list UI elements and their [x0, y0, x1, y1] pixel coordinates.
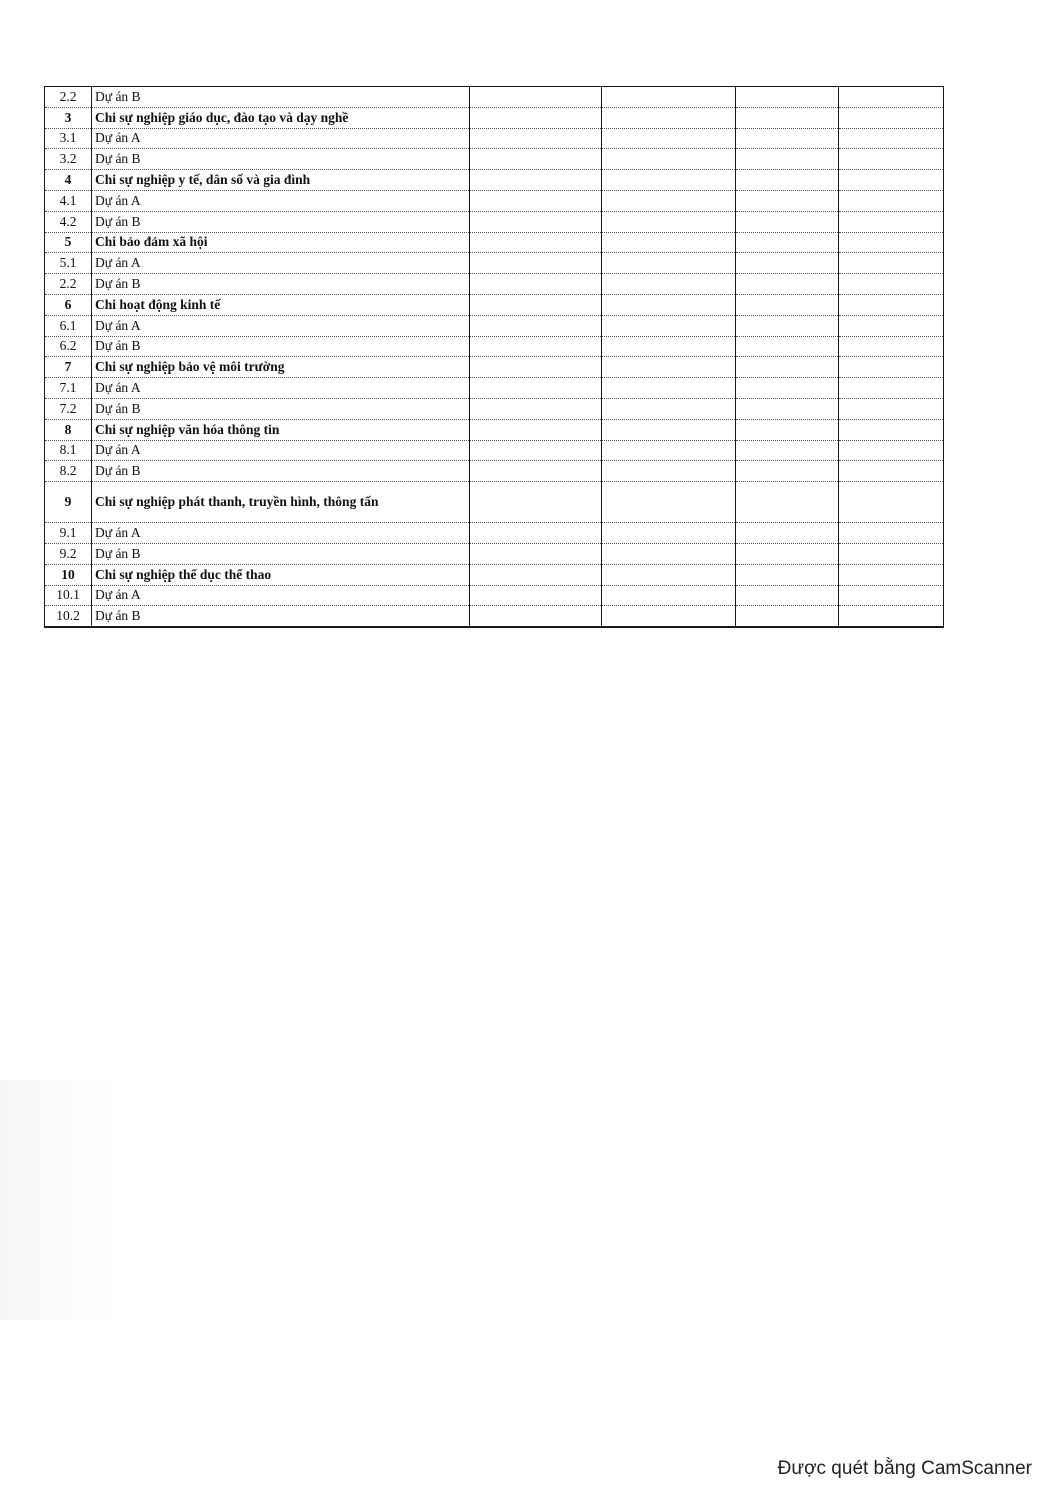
budget-table [44, 86, 944, 628]
row-number: 7.1 [45, 378, 92, 399]
row-name: Dự án A [92, 315, 470, 336]
empty-cell [470, 87, 602, 108]
empty-cell [470, 274, 602, 295]
row-number: 6.1 [45, 315, 92, 336]
row-number: 10 [45, 564, 92, 585]
row-name: Chi sự nghiệp phát thanh, truyền hình, thông tấn [92, 482, 470, 523]
empty-cell [839, 211, 944, 232]
empty-cell [470, 170, 602, 191]
empty-cell [602, 419, 736, 440]
empty-cell [839, 294, 944, 315]
row-number: 8.1 [45, 440, 92, 461]
empty-cell [470, 232, 602, 253]
row-number: 6 [45, 294, 92, 315]
empty-cell [736, 523, 839, 544]
empty-cell [470, 211, 602, 232]
row-number: 3.2 [45, 149, 92, 170]
empty-cell [736, 149, 839, 170]
row-name: Chi sự nghiệp y tế, dân số và gia đình [92, 170, 470, 191]
empty-cell [602, 606, 736, 627]
table-row [45, 253, 944, 274]
row-number: 5 [45, 232, 92, 253]
table-row [45, 336, 944, 357]
empty-cell [839, 606, 944, 627]
empty-cell [602, 336, 736, 357]
empty-cell [602, 357, 736, 378]
table-row [45, 315, 944, 336]
empty-cell [736, 190, 839, 211]
empty-cell [736, 253, 839, 274]
row-number: 9 [45, 482, 92, 523]
empty-cell [736, 543, 839, 564]
table-row [45, 128, 944, 149]
table-group-row [45, 107, 944, 128]
table-row [45, 87, 944, 108]
empty-cell [736, 87, 839, 108]
row-name: Dự án A [92, 378, 470, 399]
empty-cell [839, 149, 944, 170]
empty-cell [470, 398, 602, 419]
empty-cell [470, 461, 602, 482]
row-name: Dự án B [92, 336, 470, 357]
empty-cell [470, 315, 602, 336]
empty-cell [839, 398, 944, 419]
scan-shadow [0, 1080, 120, 1320]
empty-cell [736, 211, 839, 232]
table-row [45, 398, 944, 419]
empty-cell [839, 87, 944, 108]
empty-cell [736, 128, 839, 149]
empty-cell [470, 523, 602, 544]
empty-cell [470, 107, 602, 128]
table-row [45, 606, 944, 627]
empty-cell [839, 523, 944, 544]
row-number: 4.1 [45, 190, 92, 211]
empty-cell [736, 336, 839, 357]
camscanner-watermark: Được quét bằng CamScanner [777, 1458, 1032, 1479]
empty-cell [470, 336, 602, 357]
empty-cell [470, 606, 602, 627]
empty-cell [839, 482, 944, 523]
row-name: Dự án B [92, 274, 470, 295]
row-name: Dự án A [92, 585, 470, 606]
empty-cell [736, 274, 839, 295]
empty-cell [839, 190, 944, 211]
row-name: Dự án A [92, 190, 470, 211]
empty-cell [839, 419, 944, 440]
table-row [45, 190, 944, 211]
empty-cell [602, 107, 736, 128]
empty-cell [736, 378, 839, 399]
empty-cell [839, 274, 944, 295]
row-number: 3.1 [45, 128, 92, 149]
empty-cell [470, 482, 602, 523]
empty-cell [736, 170, 839, 191]
empty-cell [602, 585, 736, 606]
table-group-row [45, 170, 944, 191]
empty-cell [839, 232, 944, 253]
empty-cell [839, 461, 944, 482]
row-number: 8 [45, 419, 92, 440]
empty-cell [736, 606, 839, 627]
row-name: Dự án B [92, 543, 470, 564]
row-number: 2.2 [45, 274, 92, 295]
table-group-row [45, 419, 944, 440]
empty-cell [839, 357, 944, 378]
empty-cell [602, 440, 736, 461]
row-name: Dự án A [92, 128, 470, 149]
row-number: 9.2 [45, 543, 92, 564]
row-name: Dự án B [92, 87, 470, 108]
table-row [45, 585, 944, 606]
empty-cell [736, 461, 839, 482]
empty-cell [470, 378, 602, 399]
empty-cell [602, 378, 736, 399]
table-group-row [45, 232, 944, 253]
row-number: 10.2 [45, 606, 92, 627]
row-name: Chi hoạt động kinh tế [92, 294, 470, 315]
empty-cell [602, 274, 736, 295]
empty-cell [736, 294, 839, 315]
row-name: Chi sự nghiệp văn hóa thông tin [92, 419, 470, 440]
row-number: 9.1 [45, 523, 92, 544]
row-number: 6.2 [45, 336, 92, 357]
empty-cell [839, 378, 944, 399]
empty-cell [736, 440, 839, 461]
empty-cell [602, 543, 736, 564]
table-group-row [45, 564, 944, 585]
empty-cell [470, 294, 602, 315]
table-row [45, 523, 944, 544]
row-name: Dự án B [92, 211, 470, 232]
table-group-row [45, 357, 944, 378]
row-number: 3 [45, 107, 92, 128]
empty-cell [602, 232, 736, 253]
table-row [45, 378, 944, 399]
empty-cell [736, 398, 839, 419]
empty-cell [602, 149, 736, 170]
empty-cell [736, 357, 839, 378]
row-name: Dự án A [92, 253, 470, 274]
empty-cell [470, 190, 602, 211]
empty-cell [602, 128, 736, 149]
empty-cell [470, 543, 602, 564]
empty-cell [470, 357, 602, 378]
empty-cell [736, 107, 839, 128]
row-number: 7.2 [45, 398, 92, 419]
empty-cell [470, 585, 602, 606]
empty-cell [839, 564, 944, 585]
row-number: 4 [45, 170, 92, 191]
table-row [45, 461, 944, 482]
empty-cell [839, 543, 944, 564]
table-row [45, 543, 944, 564]
row-name: Dự án B [92, 398, 470, 419]
row-number: 8.2 [45, 461, 92, 482]
empty-cell [470, 128, 602, 149]
row-name: Chi bảo đảm xã hội [92, 232, 470, 253]
empty-cell [470, 440, 602, 461]
empty-cell [470, 149, 602, 170]
empty-cell [470, 419, 602, 440]
empty-cell [736, 232, 839, 253]
empty-cell [839, 336, 944, 357]
empty-cell [839, 315, 944, 336]
empty-cell [736, 564, 839, 585]
empty-cell [839, 128, 944, 149]
row-name: Chi sự nghiệp thể dục thể thao [92, 564, 470, 585]
row-number: 2.2 [45, 87, 92, 108]
row-number: 10.1 [45, 585, 92, 606]
table-group-row [45, 294, 944, 315]
empty-cell [602, 315, 736, 336]
table-group-row [45, 482, 944, 523]
row-name: Chi sự nghiệp giáo dục, đào tạo và dạy nghề [92, 107, 470, 128]
row-name: Dự án B [92, 461, 470, 482]
row-name: Dự án B [92, 606, 470, 627]
empty-cell [839, 585, 944, 606]
row-name: Dự án A [92, 440, 470, 461]
empty-cell [736, 482, 839, 523]
row-number: 7 [45, 357, 92, 378]
empty-cell [602, 461, 736, 482]
empty-cell [602, 523, 736, 544]
empty-cell [736, 315, 839, 336]
empty-cell [736, 585, 839, 606]
empty-cell [839, 107, 944, 128]
row-name: Chi sự nghiệp bảo vệ môi trường [92, 357, 470, 378]
empty-cell [602, 211, 736, 232]
empty-cell [602, 253, 736, 274]
row-name: Dự án B [92, 149, 470, 170]
empty-cell [736, 419, 839, 440]
row-name: Dự án A [92, 523, 470, 544]
empty-cell [602, 87, 736, 108]
empty-cell [602, 190, 736, 211]
table-row [45, 211, 944, 232]
table-row [45, 440, 944, 461]
empty-cell [602, 482, 736, 523]
empty-cell [602, 294, 736, 315]
empty-cell [470, 253, 602, 274]
empty-cell [602, 170, 736, 191]
row-number: 5.1 [45, 253, 92, 274]
empty-cell [602, 398, 736, 419]
empty-cell [602, 564, 736, 585]
empty-cell [470, 564, 602, 585]
table-row [45, 274, 944, 295]
table-row [45, 149, 944, 170]
empty-cell [839, 170, 944, 191]
empty-cell [839, 440, 944, 461]
row-number: 4.2 [45, 211, 92, 232]
empty-cell [839, 253, 944, 274]
